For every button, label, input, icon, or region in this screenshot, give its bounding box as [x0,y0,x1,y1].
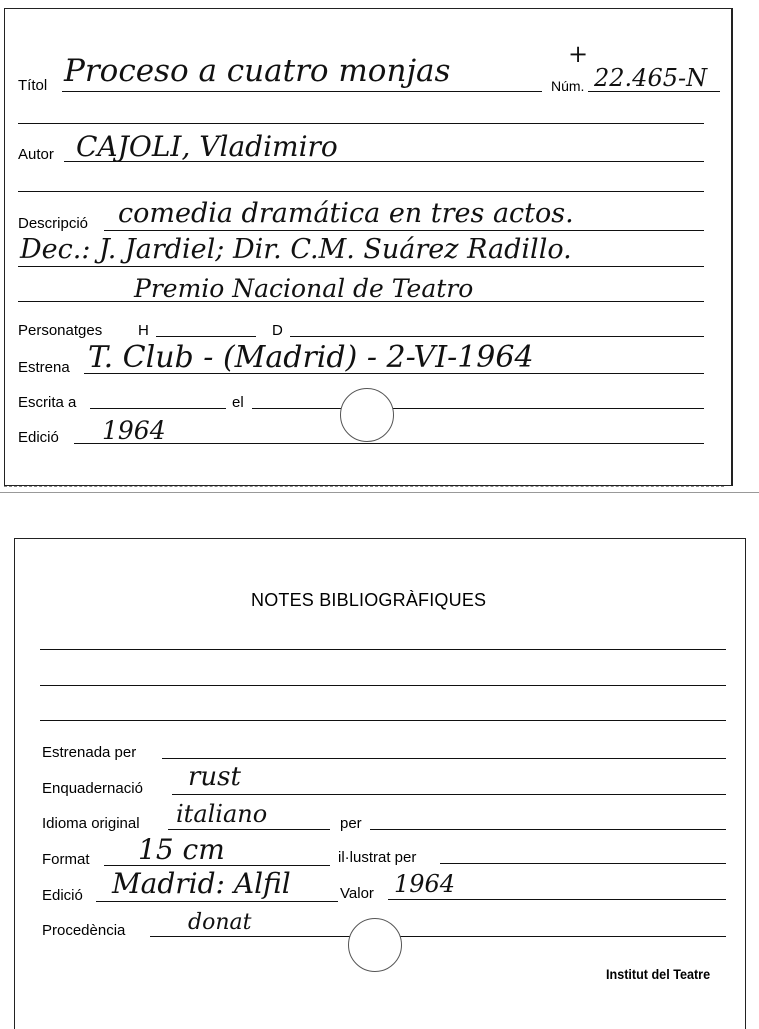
estrenada-line [162,758,726,759]
descripcio-value-1: comedia dramática en tres actos. [118,198,574,229]
titol-label: Títol [18,77,48,94]
edicio-back-line [96,901,338,902]
descripcio-value-2: Dec.: J. Jardiel; Dir. C.M. Suárez Radillo. [20,234,572,265]
personatges-h-label: H [138,322,149,339]
format-label: Format [42,851,90,868]
personatges-h-line [156,336,256,337]
num-value: 22.465-N [594,64,708,92]
rule-2 [18,191,704,192]
edicio-back-value: Madrid: Alfil [112,867,291,900]
descripcio-line-2 [18,266,704,267]
illustrat-line [440,863,726,864]
punch-hole-back [348,918,402,972]
idioma-label: Idioma original [42,815,140,832]
escrita-line [90,408,226,409]
estrena-label: Estrena [18,359,70,376]
personatges-d-line [290,336,704,337]
escrita-label: Escrita a [18,394,77,411]
notes-heading: NOTES BIBLIOGRÀFIQUES [251,590,487,610]
estrenada-label: Estrenada per [42,744,137,761]
personatges-d-label: D [272,322,283,339]
procedencia-value: donat [188,910,252,935]
idioma-value: italiano [176,800,268,828]
el-label: el [232,394,244,411]
num-label: Núm. [551,78,585,94]
valor-line [388,899,726,900]
descripcio-label: Descripció [18,215,89,232]
notes-line-1 [40,649,726,650]
procedencia-line [150,936,726,937]
autor-label: Autor [18,146,54,163]
num-mark: + [568,40,589,68]
rule-1 [18,123,704,124]
enquadernacio-label: Enquadernació [42,780,143,797]
idioma-line [168,829,330,830]
edicio-label: Edició [18,429,59,446]
per-label: per [340,815,362,832]
format-value: 15 cm [138,833,225,866]
notes-line-2 [40,685,726,686]
descripcio-value-3: Premio Nacional de Teatro [134,274,474,303]
scan-edge [4,486,724,487]
titol-value: Proceso a cuatro monjas [64,53,451,89]
titol-line [62,91,542,92]
edicio-value: 1964 [102,416,166,445]
punch-hole [340,388,394,442]
edicio-back-label: Edició [42,887,83,904]
edicio-line [74,443,704,444]
el-line [252,408,704,409]
scan-divider [0,492,759,493]
valor-label: Valor [340,885,374,902]
illustrat-label: il·lustrat per [338,849,417,866]
descripcio-line-1 [104,230,704,231]
per-line [370,829,726,830]
valor-value: 1964 [394,870,456,898]
autor-value: CAJOLI, Vladimiro [76,130,338,163]
enquadernacio-value: rust [188,762,241,792]
procedencia-label: Procedència [42,922,126,939]
estrena-value: T. Club - (Madrid) - 2-VI-1964 [88,340,534,375]
enquadernacio-line [172,794,726,795]
institution-footer: Institut del Teatre [606,966,711,982]
personatges-label: Personatges [18,322,103,339]
notes-line-3 [40,720,726,721]
